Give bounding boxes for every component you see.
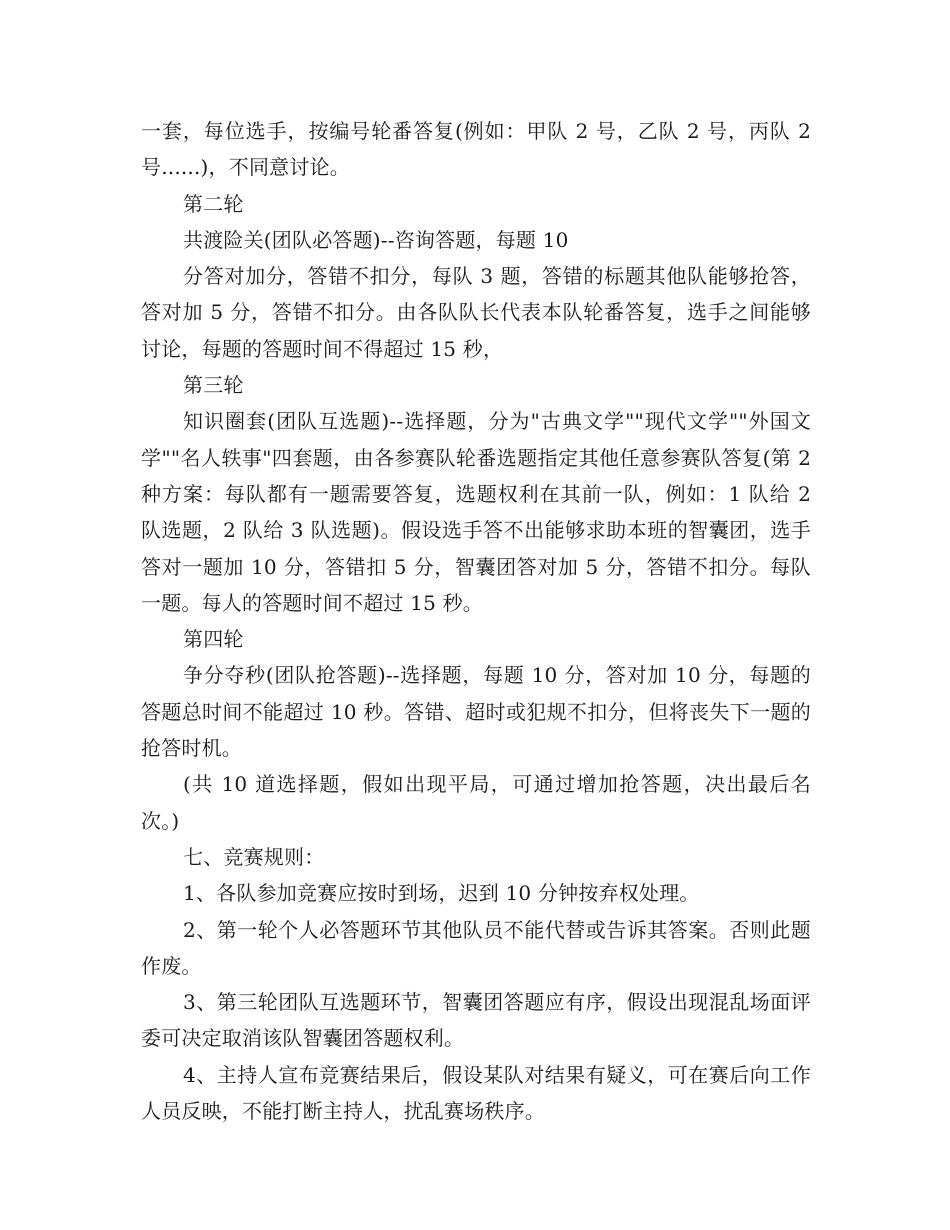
document-body xyxy=(141,113,811,1129)
paragraph-round-two-rules: 分答对加分，答错不扣分，每队 3 题，答错的标题其他队能够抢答，答对加 5 分，答错不扣分。由各队队长代表本队轮番答复，选手之间能够讨论，每题的答题时间不得超过 15 秒， xyxy=(141,264,811,361)
rule-item-3: 3、第三轮团队互选题环节，智囊团答题应有序，假设出现混乱场面评委可决定取消该队智囊团答题权利。 xyxy=(141,990,811,1051)
paragraph-continuation: 一套，每位选手，按编号轮番答复(例如：甲队 2 号，乙队 2 号，丙队 2 号......)，不同意讨论。 xyxy=(141,119,811,180)
paragraph-round-two-title: 共渡险关(团队必答题)--咨询答题，每题 10 xyxy=(183,227,569,252)
heading-round-four: 第四轮 xyxy=(183,627,244,652)
paragraph-round-three-rules: 知识圈套(团队互选题)--选择题，分为"古典文学""现代文学""外国文学""名人轶事"四套题，由各参赛队轮番选题指定其他任意参赛队答复(第 2 种方案：每队都有一题需要答复，选题权利在其前一队，例如：1 队给 2 队选题，2 队给 3 队选题)。假设选手答不出能够求助本班的智囊团，选手答对一题加 10 分，答错扣 5 分，智囊团答对加 5 分，答错不扣分。每队一题。每人的答题时间不超过 15 秒。 xyxy=(141,409,811,615)
paragraph-tiebreak-note: (共 10 道选择题，假如出现平局，可通过增加抢答题，决出最后名次。) xyxy=(141,772,811,833)
paragraph-round-four-rules: 争分夺秒(团队抢答题)--选择题，每题 10 分，答对加 10 分，每题的答题总时间不能超过 10 秒。答错、超时或犯规不扣分，但将丧失下一题的抢答时机。 xyxy=(141,663,811,761)
rule-item-4: 4、主持人宣布竞赛结果后，假设某队对结果有疑义，可在赛后向工作人员反映，不能打断主持人，扰乱赛场秩序。 xyxy=(141,1062,811,1124)
heading-round-two: 第二轮 xyxy=(183,191,244,216)
rule-item-1: 1、各队参加竞赛应按时到场，迟到 10 分钟按弃权处理。 xyxy=(183,881,700,906)
heading-round-three: 第三轮 xyxy=(183,373,244,398)
heading-competition-rules: 七、竞赛规则： xyxy=(183,844,325,869)
rule-item-2: 2、第一轮个人必答题环节其他队员不能代替或告诉其答案。否则此题作废。 xyxy=(141,917,811,978)
